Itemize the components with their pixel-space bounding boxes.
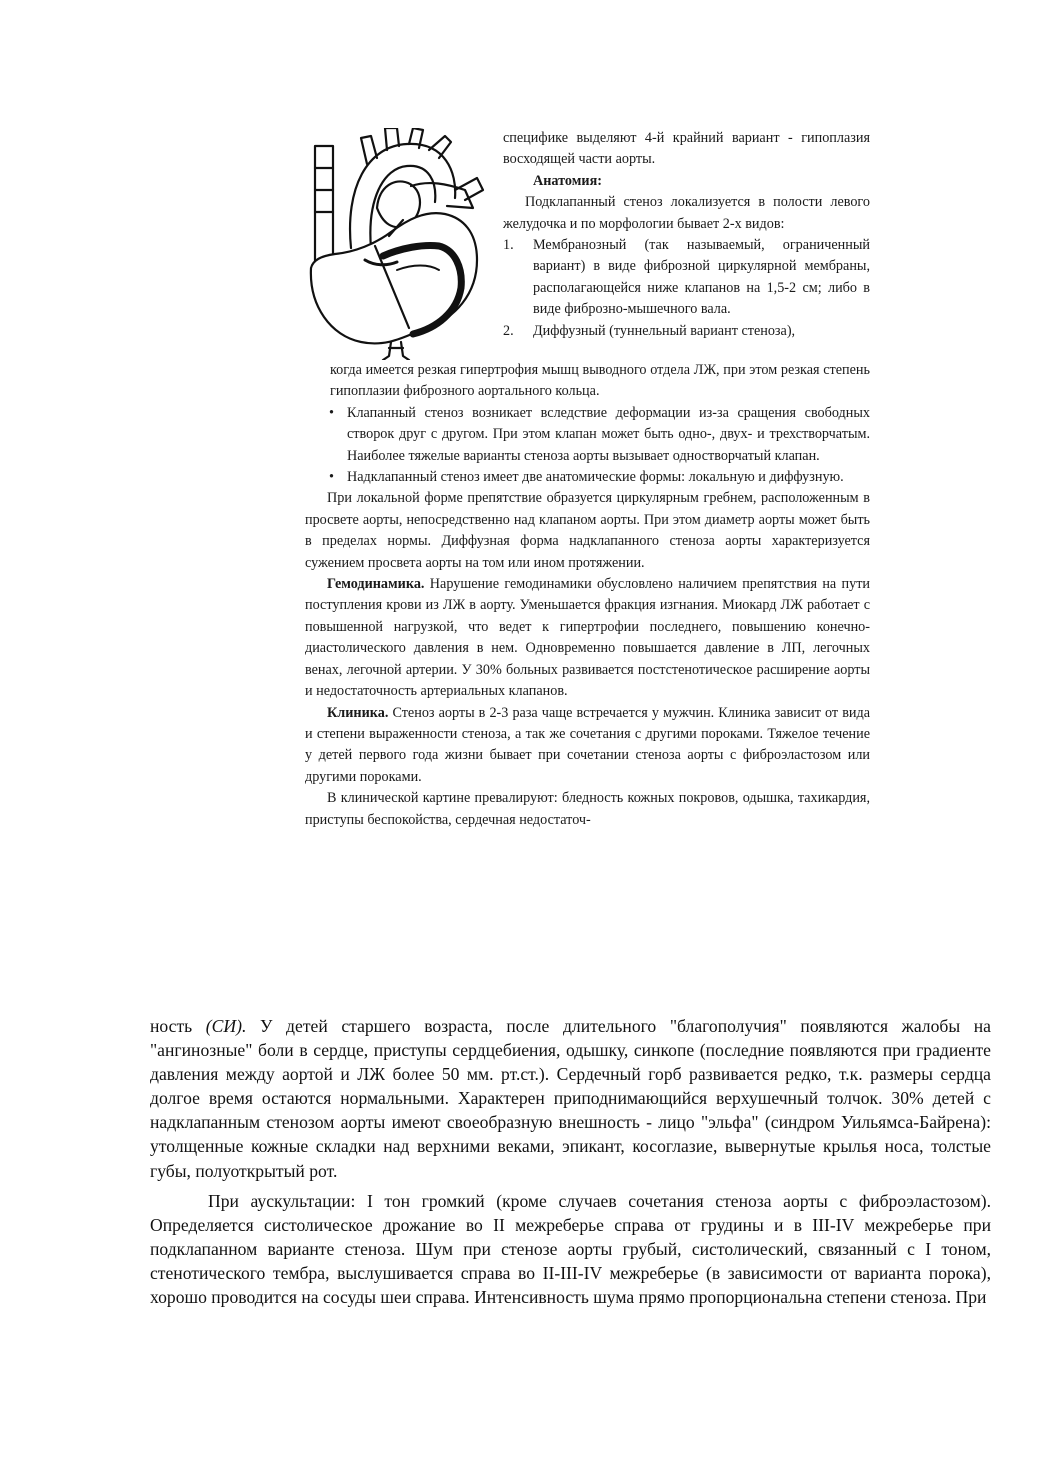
clinic-heading: Клиника. (327, 704, 389, 721)
anatomy-heading: Анатомия: (533, 172, 602, 189)
typed-text-block (150, 1014, 991, 1309)
list-item (305, 467, 870, 488)
list-number: 2. (503, 322, 514, 339)
list-item (503, 321, 870, 342)
paragraph-start: ность (150, 1016, 206, 1036)
bullet-icon: • (329, 469, 334, 486)
clinic-text: Стеноз аорты в 2-3 раза чаще встречается у мужчин. Клиника зависит от вида и степени выраженности стеноза, а так же сочетания с другими пороками. Тяжелое течение у детей первого года жизни бывает при сочетании стеноза аорты с фиброэластозом или другими пороками. (305, 704, 870, 785)
clinical-picture-text: В клинической картине превалируют: бледность кожных покровов, одышка, тахикардия, приступы беспокойства, сердечная недостаточ- (305, 790, 870, 828)
bullet-icon: • (329, 404, 334, 421)
paragraph-children-symptoms (150, 1014, 991, 1183)
paragraph-auscultation: При аускультации: I тон громкий (кроме случаев сочетания стеноза аорты с фиброэластозом). Определяется систолическое дрожание во II межреберье справа от грудины и в III-IV межреберье при подклапанном варианте стеноза. Шум при стенозе аорты грубый, систолический, связанный с I тоном, стенотического тембра, выслушивается справа во II-III-IV межреберье (в зависимости от варианта порока), хорошо проводится на сосуды шеи справа. Интенсивность шума прямо пропорциональна степени стеноза. При (150, 1190, 991, 1308)
list-number: 1. (503, 237, 514, 254)
paragraph-rest: У детей старшего возраста, после длительного "благополучия" появляются жалобы на "ангинозные" боли в сердце, приступы сердцебиения, одышку, синкопе (последние появляются при градиенте давления между аортой и ЛЖ более 50 мм. рт.ст.). Сердечный горб развивается редко, т.к. размеры сердца долгое время остаются нормальными. Характерен приподнимающийся верхушечный толчок. 30% детей с надклапанным стенозом аорты имеют своеобразную внешность - лицо "эльфа" (синдром Уильямса-Байрена): утолщенные кожные складки над верхними веками, эпикант, косоглазие, вывернутые крылья носа, толстые губы, полуоткрытый рот. (150, 1016, 991, 1181)
bullet-text: Клапанный стеноз возникает вследствие деформации из-за сращения свободных створок друг с другом. При этом клапан может быть одно-, двух- и трехстворчатым. Наиболее тяжелые варианты стеноза аорты вызывает одностворчатый клапан. (347, 404, 870, 464)
list-text: Мембранозный (так называемый, ограниченный вариант) в виде фиброзной циркулярной мембраны, располагающейся ниже клапанов на 1,5-2 см; либо в виде фиброзно-мышечного вала. (533, 237, 870, 318)
right-column (503, 128, 870, 360)
bullet-text: Надклапанный стеноз имеет две анатомические формы: локальную и диффузную. (347, 469, 844, 486)
anatomy-text: Подклапанный стеноз локализуется в полости левого желудочка и по морфологии бывает 2-х видов: (503, 194, 870, 232)
local-form-text: При локальной форме препятствие образуется циркулярным гребнем, расположенным в просвете аорты, непосредственно над клапаном аорты. При этом диаметр аорты может быть в пределах нормы. Диффузная форма надклапанного стеноза аорты характеризуется сужением просвета аорты на том или ином протяжении. (305, 490, 870, 571)
hemodynamics-paragraph (305, 574, 870, 702)
clinic-paragraph (305, 703, 870, 789)
list-item (305, 403, 870, 467)
list-text: Диффузный (туннельный вариант стеноза), (533, 322, 796, 339)
hemodynamics-text: Нарушение гемодинамики обусловлено наличием препятствия на пути поступления крови из ЛЖ в аорту. Уменьшается фракция изгнания. Миокард ЛЖ работает с повышенной нагрузкой, что ведет к гипертрофии последнего, повышению конечно-диастолического давления в нем. Одновременно повышается давление в ЛП, легочных венах, легочной артерии. У 30% больных развивается постстенотическое расширение аорты и недостаточность артериальных клапанов. (305, 576, 870, 700)
abbreviation: (СИ). (205, 1016, 247, 1036)
list-continuation: когда имеется резкая гипертрофия мышц выводного отдела ЛЖ, при этом резкая степень гипоплазии фиброзного аортального кольца. (330, 362, 870, 400)
hemodynamics-heading: Гемодинамика. (327, 576, 425, 593)
bullet-list (305, 403, 870, 489)
scanned-page-block (305, 128, 870, 988)
heart-diagram (305, 128, 503, 360)
top-row (305, 128, 870, 360)
intro-text: специфике выделяют 4-й крайний вариант - гипоплазия восходящей части аорты. (503, 130, 870, 168)
list-item (503, 235, 870, 321)
